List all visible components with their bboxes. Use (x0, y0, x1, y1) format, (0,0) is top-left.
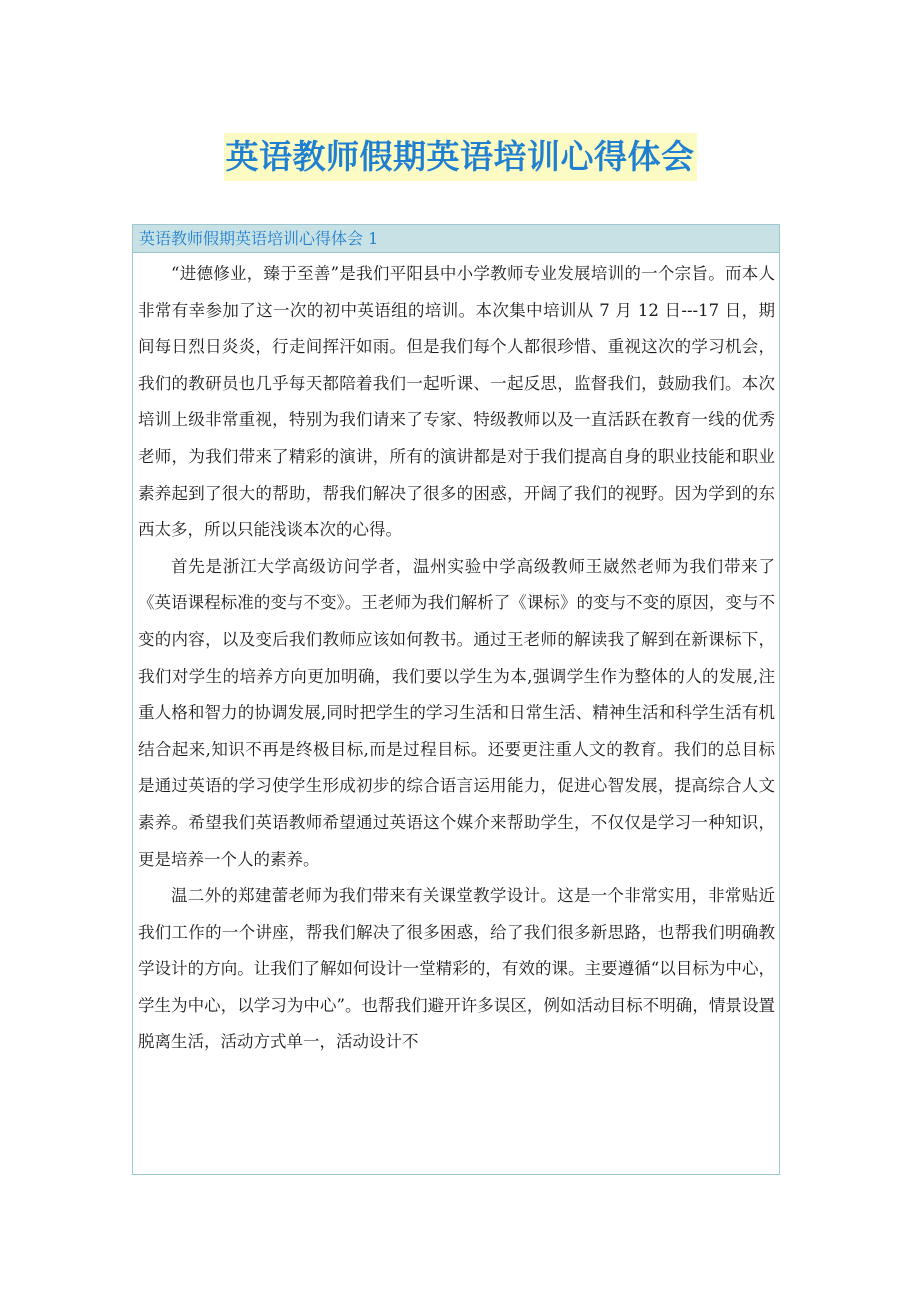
section-heading: 英语教师假期英语培训心得体会 1 (133, 225, 779, 253)
title-area (0, 133, 920, 181)
article-body (133, 253, 779, 1061)
paragraph: “进德修业，臻于至善”是我们平阳县中小学教师专业发展培训的一个宗旨。而本人非常有幸参加了这一次的初中英语组的培训。本次集中培训从 7 月 12 日---17 日，期间每日烈日炎炎，行走间挥汗如雨。但是我们每个人都很珍惜、重视这次的学习机会，我们的教研员也几乎每天都陪着我们一起听课、一起反思，监督我们，鼓励我们。本次培训上级非常重视，特别为我们请来了专家、特级教师以及一直活跃在教育一线的优秀老师，为我们带来了精彩的演讲，所有的演讲都是对于我们提高自身的职业技能和职业素养起到了很大的帮助，帮我们解决了很多的困惑，开阔了我们的视野。因为学到的东西太多，所以只能浅谈本次的心得。 (138, 264, 775, 540)
paragraph: 温二外的郑建蕾老师为我们带来有关课堂教学设计。这是一个非常实用，非常贴近我们工作的一个讲座，帮我们解决了很多困惑，给了我们很多新思路，也帮我们明确教学设计的方向。让我们了解如何设计一堂精彩的，有效的课。主要遵循“以目标为中心，学生为中心，以学习为中心”。也帮我们避开许多误区，例如活动目标不明确，情景设置脱离生活，活动方式单一，活动设计不 (138, 886, 775, 1052)
paragraph: 首先是浙江大学高级访问学者，温州实验中学高级教师王崴然老师为我们带来了《英语课程标准的变与不变》。王老师为我们解析了《课标》的变与不变的原因，变与不变的内容，以及变后我们教师应该如何教书。通过王老师的解读我了解到在新课标下，我们对学生的培养方向更加明确，我们要以学生为本,强调学生作为整体的人的发展,注重人格和智力的协调发展,同时把学生的学习生活和日常生活、精神生活和科学生活有机结合起来,知识不再是终极目标,而是过程目标。还要更注重人文的教育。我们的总目标是通过英语的学习使学生形成初步的综合语言运用能力，促进心智发展，提高综合人文素养。希望我们英语教师希望通过英语这个媒介来帮助学生，不仅仅是学习一种知识，更是培养一个人的素养。 (138, 556, 775, 869)
page-title: 英语教师假期英语培训心得体会 (224, 133, 697, 181)
article-box (132, 224, 780, 1175)
